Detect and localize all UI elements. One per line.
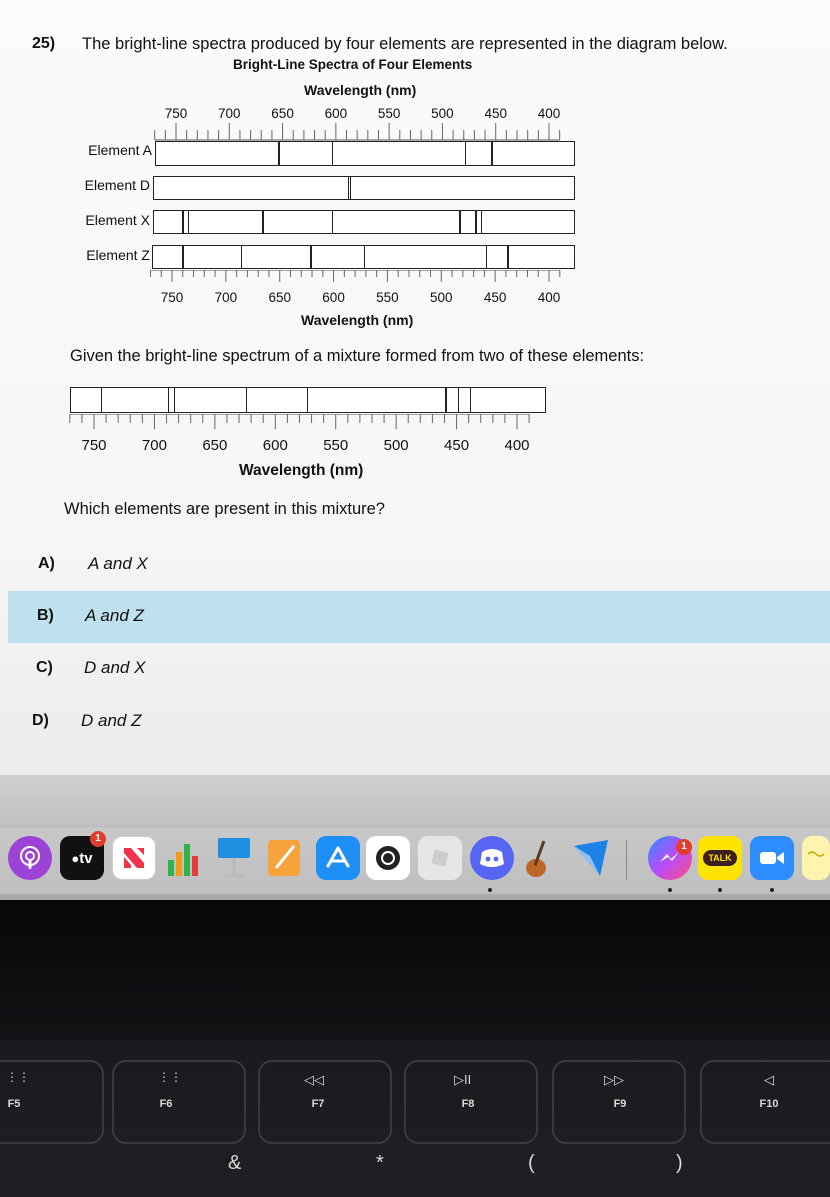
dock-divider: [626, 840, 627, 880]
brightness-down-icon: ⋮⋮: [6, 1070, 30, 1084]
tick-label: 400: [537, 290, 561, 305]
tick-label: 550: [376, 290, 399, 305]
key-7[interactable]: &: [228, 1152, 242, 1174]
spectral-line: [458, 388, 459, 412]
choice-d[interactable]: [0, 695, 830, 747]
mixture-ruler: [68, 414, 563, 434]
spectral-line: [262, 211, 263, 233]
spectral-line: [364, 246, 365, 268]
choice-a[interactable]: [0, 540, 830, 592]
spectral-line: [332, 211, 333, 233]
spectral-line: [182, 246, 183, 268]
spectral-line: [445, 388, 446, 412]
running-indicator: [488, 888, 492, 892]
element-a-spectrum: [155, 141, 575, 166]
tick-label: 400: [537, 106, 561, 121]
spectral-line: [307, 388, 308, 412]
key-label: F6: [159, 1098, 173, 1110]
spectral-line: [459, 211, 460, 233]
laptop-bezel: [0, 900, 830, 1060]
tick-label: 500: [430, 290, 453, 305]
tick-label: 500: [383, 437, 409, 454]
tick-label: 450: [484, 106, 507, 121]
roblox-icon[interactable]: [418, 836, 462, 880]
bottom-ruler: [150, 270, 580, 286]
key-label: F10: [759, 1098, 779, 1110]
tick-label: 750: [160, 290, 184, 305]
element-d-spectrum: [153, 176, 575, 200]
question-text: The bright-line spectra produced by four elements are represented in the diagram below.: [82, 35, 728, 53]
podcasts-icon[interactable]: [8, 836, 52, 880]
pages-icon[interactable]: [262, 836, 306, 880]
question-number: 25): [32, 35, 56, 52]
key-label: F9: [613, 1098, 627, 1110]
mute-icon: ◁: [764, 1072, 774, 1087]
element-x-spectrum: [153, 210, 575, 234]
spectral-line: [507, 246, 508, 268]
apple-tv-icon[interactable]: ● tv: [60, 836, 104, 880]
top-axis-label: Wavelength (nm): [304, 82, 417, 98]
play-pause-icon: ▷II: [454, 1072, 472, 1087]
element-d-label: Element D: [84, 177, 150, 193]
rewind-icon: ◁◁: [304, 1072, 324, 1087]
tick-label: 700: [141, 437, 167, 454]
brightness-up-icon: ⋮⋮: [158, 1070, 182, 1084]
tick-label: 600: [324, 106, 348, 121]
key-label: F5: [7, 1098, 21, 1110]
tick-label: 600: [262, 437, 288, 454]
keyboard: [0, 1040, 830, 1197]
spectral-line: [465, 142, 466, 165]
spectral-line: [278, 142, 279, 165]
spectral-line: [475, 211, 476, 233]
app-store-icon[interactable]: [316, 836, 360, 880]
tick-label: 450: [483, 290, 507, 305]
spectral-line: [481, 211, 482, 233]
news-icon[interactable]: [112, 836, 156, 880]
top-ruler: [150, 120, 580, 142]
tick-label: 650: [202, 437, 228, 454]
key-8[interactable]: *: [376, 1152, 384, 1174]
tick-label: 700: [214, 290, 238, 305]
mixture-spectrum: [70, 387, 546, 413]
garageband-icon[interactable]: [518, 836, 562, 880]
choice-text: A and X: [88, 554, 148, 573]
zoom-icon[interactable]: [750, 836, 794, 880]
spectral-line: [168, 388, 169, 412]
choice-text: D and Z: [81, 711, 142, 730]
messenger-badge: 1: [676, 839, 692, 855]
spectral-line: [486, 246, 487, 268]
tick-label: 400: [504, 437, 530, 454]
spectral-line: [182, 211, 183, 233]
apple-tv-label: tv: [79, 849, 93, 867]
tick-label: 550: [377, 106, 401, 121]
discord-icon[interactable]: [470, 836, 514, 880]
key-9[interactable]: (: [528, 1152, 535, 1174]
tick-label: 550: [323, 437, 349, 454]
choice-letter: C): [36, 659, 53, 676]
choice-c[interactable]: [0, 642, 830, 694]
spectral-line: [470, 388, 471, 412]
tick-label: 700: [218, 106, 241, 121]
notes-icon[interactable]: [802, 836, 830, 880]
choice-letter: B): [37, 607, 54, 624]
keynote-icon[interactable]: [212, 836, 256, 880]
element-z-spectrum: [152, 245, 575, 269]
tick-label: 650: [271, 106, 294, 121]
element-z-label: Element Z: [86, 247, 150, 263]
question-prompt: Which elements are present in this mixture?: [64, 500, 385, 518]
spectral-line: [188, 211, 189, 233]
tick-label: 600: [322, 290, 345, 305]
spectral-line: [350, 177, 351, 199]
mixture-axis-label: Wavelength (nm): [239, 462, 364, 479]
chatgpt-icon[interactable]: [366, 836, 410, 880]
spectral-line: [241, 246, 242, 268]
kakaotalk-label: TALK: [703, 850, 736, 866]
choice-b[interactable]: [8, 591, 830, 643]
mixture-prompt: Given the bright-line spectrum of a mixture formed from two of these elements:: [70, 347, 645, 365]
tick-label: 650: [268, 290, 291, 305]
running-indicator: [668, 888, 672, 892]
fast-forward-icon: ▷▷: [604, 1072, 624, 1087]
running-indicator: [770, 888, 774, 892]
spectral-line: [491, 142, 492, 165]
spectral-line: [332, 142, 333, 165]
bottom-axis-label: Wavelength (nm): [301, 312, 414, 328]
spectral-line: [101, 388, 102, 412]
spectral-line: [174, 388, 175, 412]
spectral-line: [310, 246, 311, 268]
tick-label: 750: [164, 106, 188, 121]
spectral-line: [246, 388, 247, 412]
choice-letter: D): [32, 712, 49, 729]
running-indicator: [718, 888, 722, 892]
kakaotalk-icon[interactable]: [698, 836, 742, 880]
diagram-title: Bright-Line Spectra of Four Elements: [233, 57, 473, 72]
apple-tv-badge: 1: [90, 831, 106, 847]
element-a-label: Element A: [88, 142, 152, 158]
paper-plane-icon[interactable]: [570, 836, 614, 880]
key-label: F8: [461, 1098, 475, 1110]
tick-label: 450: [444, 437, 470, 454]
tick-label: 500: [431, 106, 454, 121]
tick-label: 750: [81, 437, 107, 454]
key-0[interactable]: ): [676, 1152, 683, 1174]
numbers-icon[interactable]: [162, 836, 206, 880]
choice-letter: A): [38, 555, 55, 572]
key-label: F7: [311, 1098, 325, 1110]
choice-text: D and X: [84, 658, 146, 677]
choice-text: A and Z: [85, 606, 144, 625]
element-x-label: Element X: [85, 212, 150, 228]
